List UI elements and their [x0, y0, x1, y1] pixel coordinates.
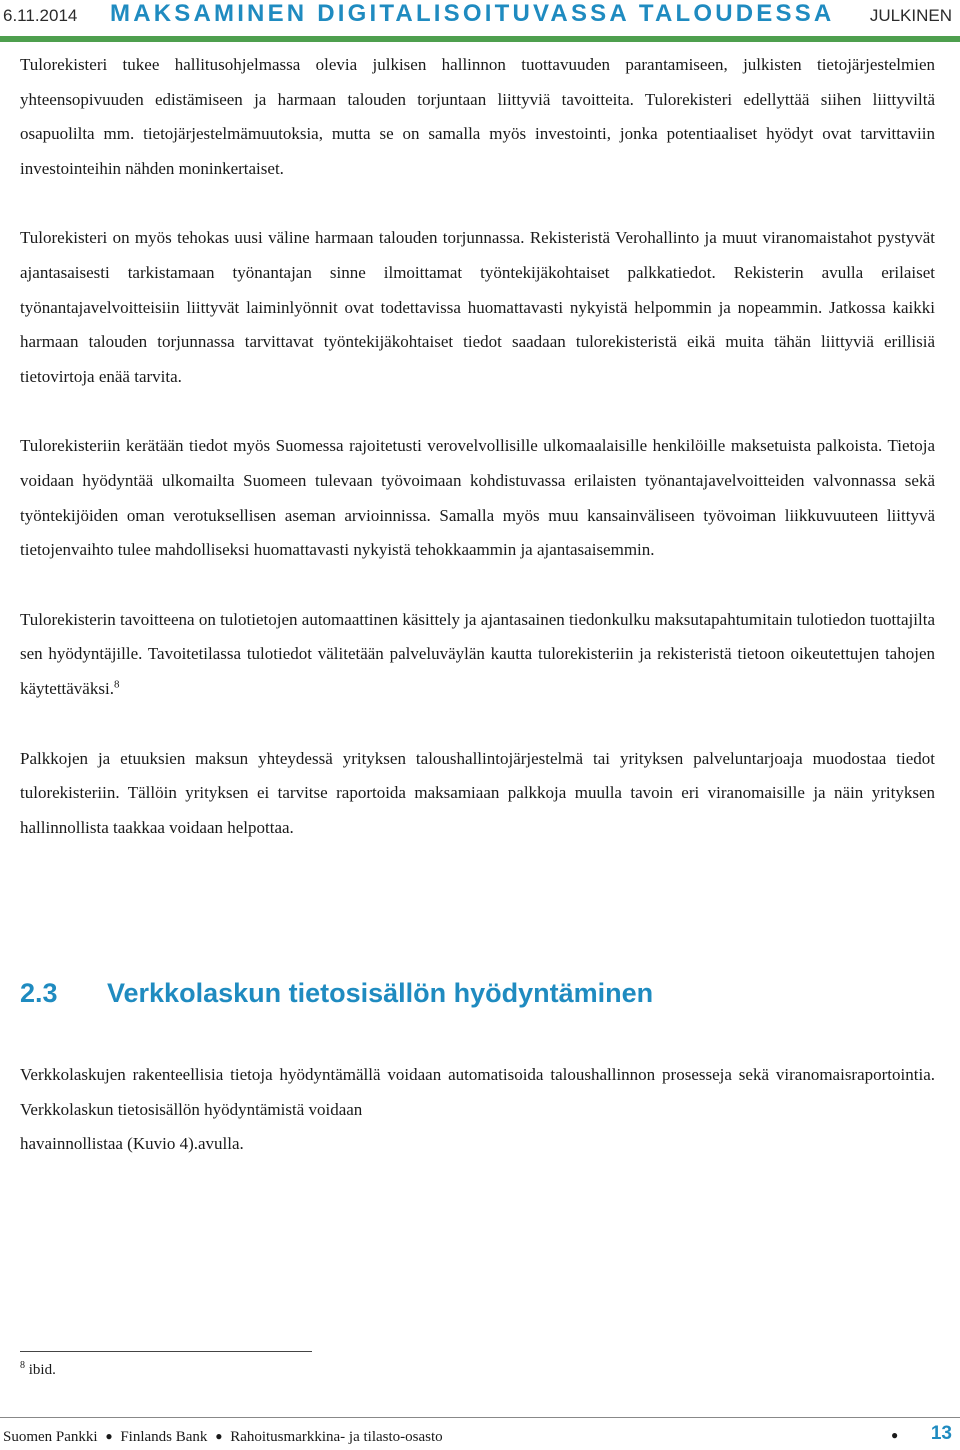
- footer-org-1: Suomen Pankki: [3, 1429, 98, 1445]
- section-title: Verkkolaskun tietosisällön hyödyntäminen: [107, 978, 654, 1008]
- section-paragraph-line1: Verkkolaskujen rakenteellisia tietoja hyödyntämällä voidaan automatisoida taloushallinnon prosesseja sekä viranomaisraportointia. Verkkolaskun tietosisällön hyödyntämistä voidaan: [20, 1065, 935, 1119]
- footnote-marker: 8: [20, 1360, 25, 1371]
- bullet-icon: ●: [891, 1428, 899, 1442]
- paragraph-4-text: Tulorekisterin tavoitteena on tulotietojen automaattinen käsittely ja ajantasainen tiedonkulku maksutapahtumitain tulotiedon tuottajilta sen hyödyntäjille. Tavoitetilassa tulotiedot välitetään palveluväylän kautta tulorekisteriin ja rekisteristä tietoon oikeutettujen tahojen käytettäväksi.: [20, 609, 935, 698]
- header-title: MAKSAMINEN DIGITALISOITUVASSA TALOUDESSA: [110, 0, 835, 27]
- footnote-text: ibid.: [28, 1362, 56, 1378]
- paragraph-1: Tulorekisteri tukee hallitusohjelmassa olevia julkisen hallinnon tuottavuuden parantamiseen, julkisten tietojärjestelmien yhteensopivuuden edistämiseen ja harmaan talouden torjuntaan liittyviä tavoitteita. Tulorekisteri edellyttää siihen liittyviltä osapuolilta mm. tietojärjestelmämuutoksia, mutta se on samalla myös investointi, jonka potentiaaliset hyödyt ovat tarvittaviin investointeihin nähden moninkertaiset.: [20, 55, 935, 178]
- section-number: 2.3: [20, 978, 58, 1008]
- footer-rule: [0, 1417, 960, 1418]
- header-classification: JULKINEN: [869, 6, 952, 25]
- section-heading: [20, 978, 653, 1009]
- footnote: [20, 1362, 56, 1379]
- footnote-ref[interactable]: 8: [113, 678, 120, 691]
- page-number: 13: [930, 1423, 952, 1444]
- footer-org-2: Finlands Bank: [120, 1429, 208, 1445]
- paragraph-5: Palkkojen ja etuuksien maksun yhteydessä yrityksen taloushallintojärjestelmä tai yrityksen palveluntarjoaja muodostaa tiedot tulorekisteriin. Tällöin yrityksen ei tarvitse raportoida maksamiaan palkkoja muulla tavoin eri viranomaisille ja näin yrityksen hallinnollista taakkaa voidaan helpottaa.: [20, 748, 935, 837]
- page-header: [0, 0, 960, 34]
- section-paragraph-line2: havainnollistaa (Kuvio 4).avulla.: [20, 1134, 244, 1154]
- header-date: 6.11.2014: [3, 6, 78, 25]
- paragraph-2: Tulorekisteri on myös tehokas uusi väline harmaan talouden torjunnassa. Rekisteristä Verohallinto ja muut viranomaistahot pystyvät ajantasaisesti tarkistamaan työnantajan sinne ilmoittamat työntekijäkohtaiset palkkatiedot. Rekisterin avulla erilaiset työnantajavelvoitteisiin liittyvät laiminlyönnit ovat todettavissa huomattavasti nykyistä helpommin ja nopeammin. Jatkossa kaikki harmaan talouden torjunnassa tarvittavat työntekijäkohtaiset tiedot saadaan tulorekisteristä eikä muita tähän liittyviä erillisiä tietovirtoja enää tarvita.: [20, 228, 935, 386]
- paragraph-4: [20, 603, 935, 707]
- paragraph-3: Tulorekisteriin kerätään tiedot myös Suomessa rajoitetusti verovelvollisille ulkomaalaisille henkilöille maksetuista palkoista. Tietoja voidaan hyödyntää ulkomailta Suomeen tulevaan työvoimaan kohdistuvassa erilaisten työnantajavelvoitteiden valvonnassa sekä työntekijöiden oman verotuksellisen aseman arvioinnissa. Samalla myös muu kansainväliseen työvoiman liikkuvuuteen liittyvä tietojenvaihto tulee mahdolliseksi huomattavasti nykyistä tehokkaammin ja ajantasaisemmin.: [20, 436, 935, 560]
- bullet-icon: ●: [105, 1429, 113, 1443]
- footer-department: Rahoitusmarkkina- ja tilasto-osasto: [230, 1429, 443, 1445]
- section-body: [20, 1058, 935, 1162]
- header-rule: [0, 36, 960, 42]
- bullet-icon: ●: [215, 1429, 223, 1443]
- footnote-rule: [20, 1351, 312, 1352]
- body-text: [20, 48, 935, 880]
- page-footer: [3, 1429, 443, 1446]
